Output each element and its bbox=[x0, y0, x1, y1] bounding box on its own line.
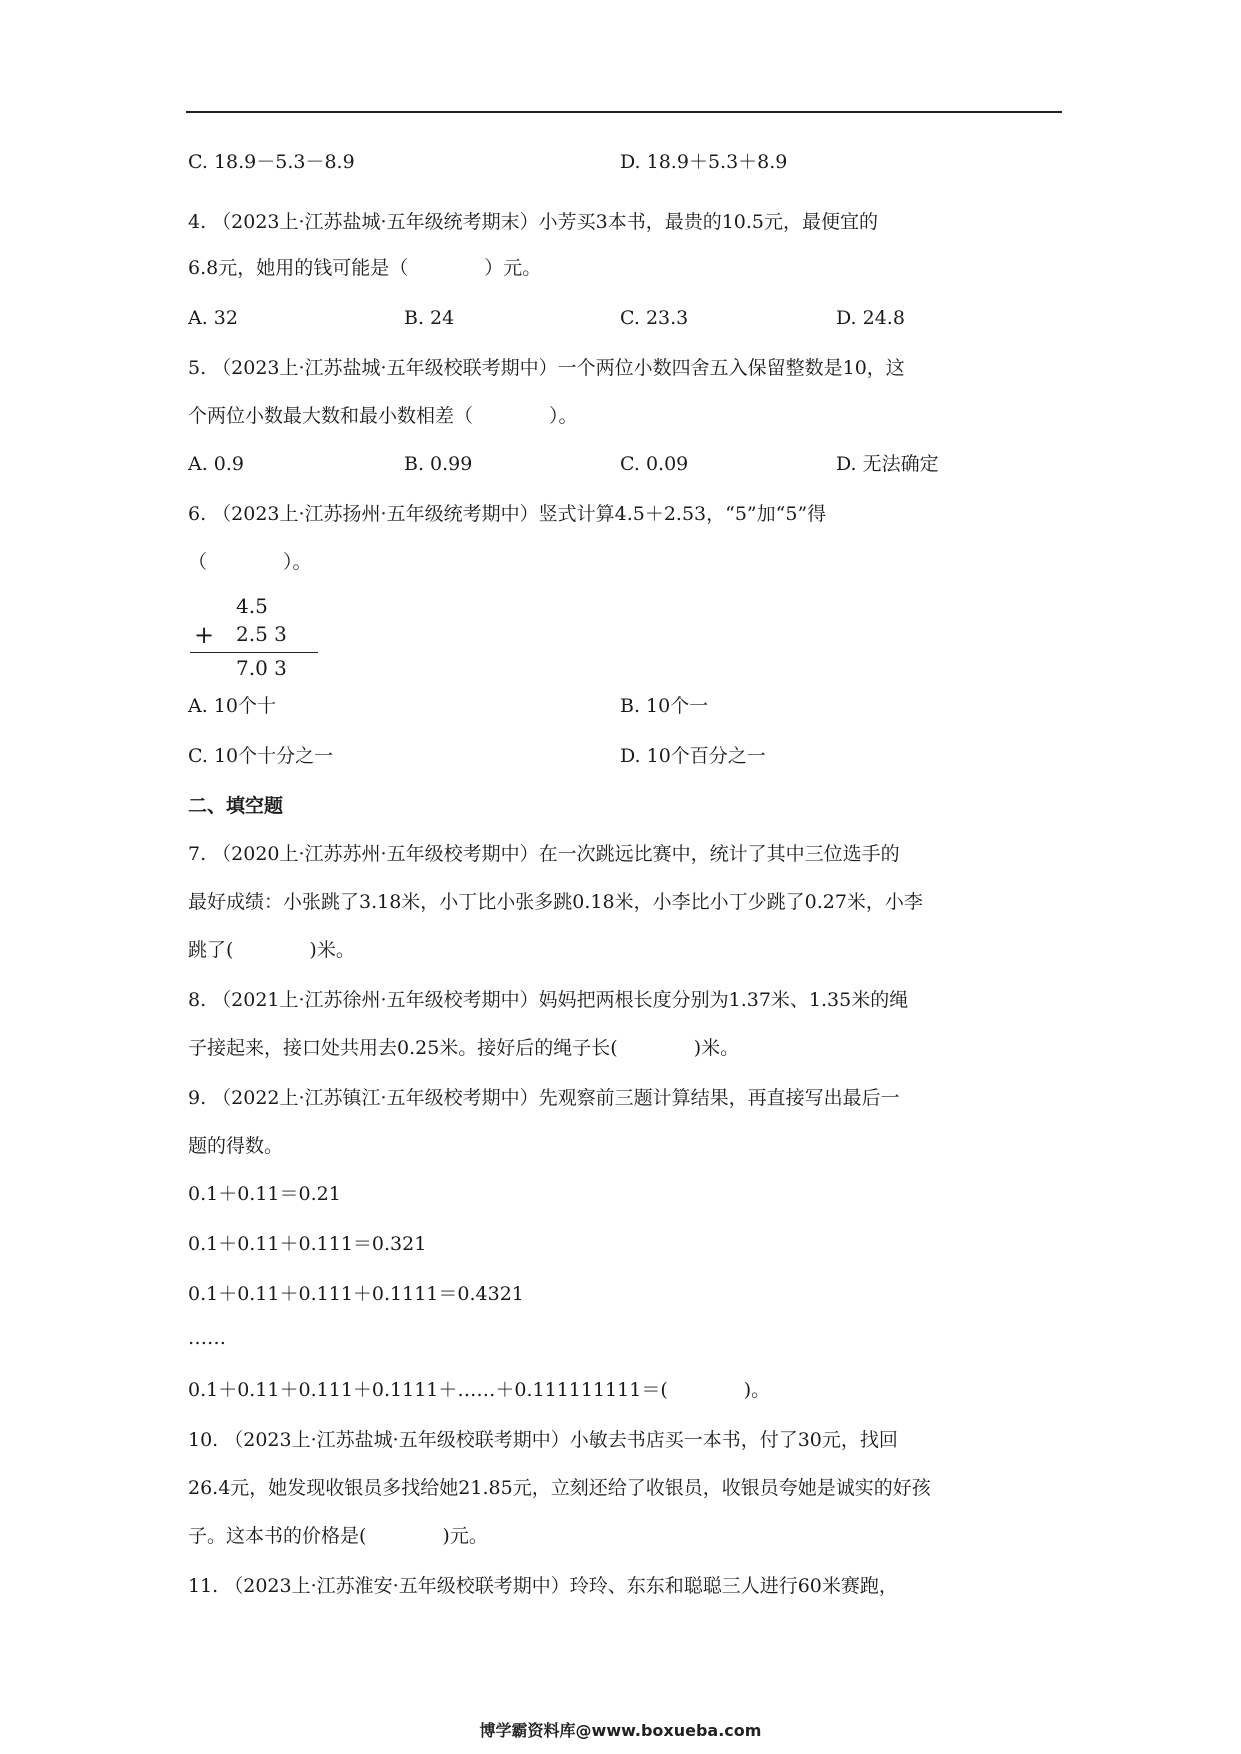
q5-option-c: C. 0.09 bbox=[620, 453, 689, 475]
q9-equation-4: 0.1＋0.11＋0.111＋0.1111＋……＋0.111111111＝( )。 bbox=[188, 1379, 771, 1401]
q5-option-b: B. 0.99 bbox=[404, 453, 473, 475]
vcalc-row1: 4.5 bbox=[236, 594, 268, 618]
q4-text-line1: 4. （2023上·江苏盐城·五年级统考期末）小芳买3本书，最贵的10.5元，最便宜的 bbox=[188, 211, 878, 233]
q10-text-line3: 子。这本书的价格是( )元。 bbox=[188, 1525, 488, 1547]
q6-option-d: D. 10个百分之一 bbox=[620, 745, 766, 767]
q4-option-b: B. 24 bbox=[404, 307, 455, 329]
q7-text-line3: 跳了( )米。 bbox=[188, 939, 355, 961]
q8-text-line2: 子接起来，接口处共用去0.25米。接好后的绳子长( )米。 bbox=[188, 1037, 740, 1059]
q6-option-b: B. 10个一 bbox=[620, 695, 709, 717]
q4-text-line2: 6.8元，她用的钱可能是（ ）元。 bbox=[188, 257, 542, 279]
q6-option-c: C. 10个十分之一 bbox=[188, 745, 334, 767]
q10-text-line1: 10. （2023上·江苏盐城·五年级校联考期中）小敏去书店买一本书，付了30元，找回 bbox=[188, 1429, 898, 1451]
q9-equation-2: 0.1＋0.11＋0.111＝0.321 bbox=[188, 1233, 427, 1255]
vcalc-rule bbox=[190, 652, 318, 653]
q4-option-c: C. 23.3 bbox=[620, 307, 689, 329]
q8-text-line1: 8. （2021上·江苏徐州·五年级校考期中）妈妈把两根长度分别为1.37米、1.35米的绳 bbox=[188, 989, 909, 1011]
q6-text-line1: 6. （2023上·江苏扬州·五年级统考期中）竖式计算4.5＋2.53，“5”加“5”得 bbox=[188, 503, 827, 525]
q3-option-d: D. 18.9＋5.3＋8.9 bbox=[620, 151, 788, 173]
q5-option-d: D. 无法确定 bbox=[836, 453, 939, 475]
q9-text-line2: 题的得数。 bbox=[188, 1135, 284, 1157]
q5-text-line2: 个两位小数最大数和最小数相差（ ）。 bbox=[188, 405, 578, 427]
section-heading-fill-in: 二、填空题 bbox=[188, 795, 284, 817]
q9-equation-3: 0.1＋0.11＋0.111＋0.1111＝0.4321 bbox=[188, 1283, 524, 1305]
q9-text-line1: 9. （2022上·江苏镇江·五年级校考期中）先观察前三题计算结果，再直接写出最后一 bbox=[188, 1087, 900, 1109]
q6-text-line2: （ ）。 bbox=[188, 551, 312, 573]
q5-text-line1: 5. （2023上·江苏盐城·五年级校联考期中）一个两位小数四舍五入保留整数是10，这 bbox=[188, 357, 905, 379]
q4-option-d: D. 24.8 bbox=[836, 307, 905, 329]
q3-option-c: C. 18.9－5.3－8.9 bbox=[188, 151, 355, 173]
vcalc-result: 7.0 3 bbox=[236, 656, 287, 680]
vcalc-plus-sign: + bbox=[194, 621, 215, 649]
footer-source: 博学霸资料库@www.boxueba.com bbox=[479, 1721, 762, 1740]
q5-option-a: A. 0.9 bbox=[188, 453, 245, 475]
q9-equation-1: 0.1＋0.11＝0.21 bbox=[188, 1183, 341, 1205]
header-rule bbox=[186, 111, 1062, 113]
q7-text-line1: 7. （2020上·江苏苏州·五年级校考期中）在一次跳远比赛中，统计了其中三位选手的 bbox=[188, 843, 900, 865]
q7-text-line2: 最好成绩：小张跳了3.18米，小丁比小张多跳0.18米，小李比小丁少跳了0.27米，小李 bbox=[188, 891, 923, 913]
q6-option-a: A. 10个十 bbox=[188, 695, 276, 717]
q10-text-line2: 26.4元，她发现收银员多找给她21.85元，立刻还给了收银员，收银员夸她是诚实的好孩 bbox=[188, 1477, 931, 1499]
q11-text-line1: 11. （2023上·江苏淮安·五年级校联考期中）玲玲、东东和聪聪三人进行60米赛跑， bbox=[188, 1575, 898, 1597]
q9-ellipsis: …… bbox=[188, 1327, 226, 1349]
q4-option-a: A. 32 bbox=[188, 307, 238, 329]
vertical-calculation bbox=[190, 594, 320, 684]
vcalc-row2: 2.5 3 bbox=[236, 622, 287, 646]
